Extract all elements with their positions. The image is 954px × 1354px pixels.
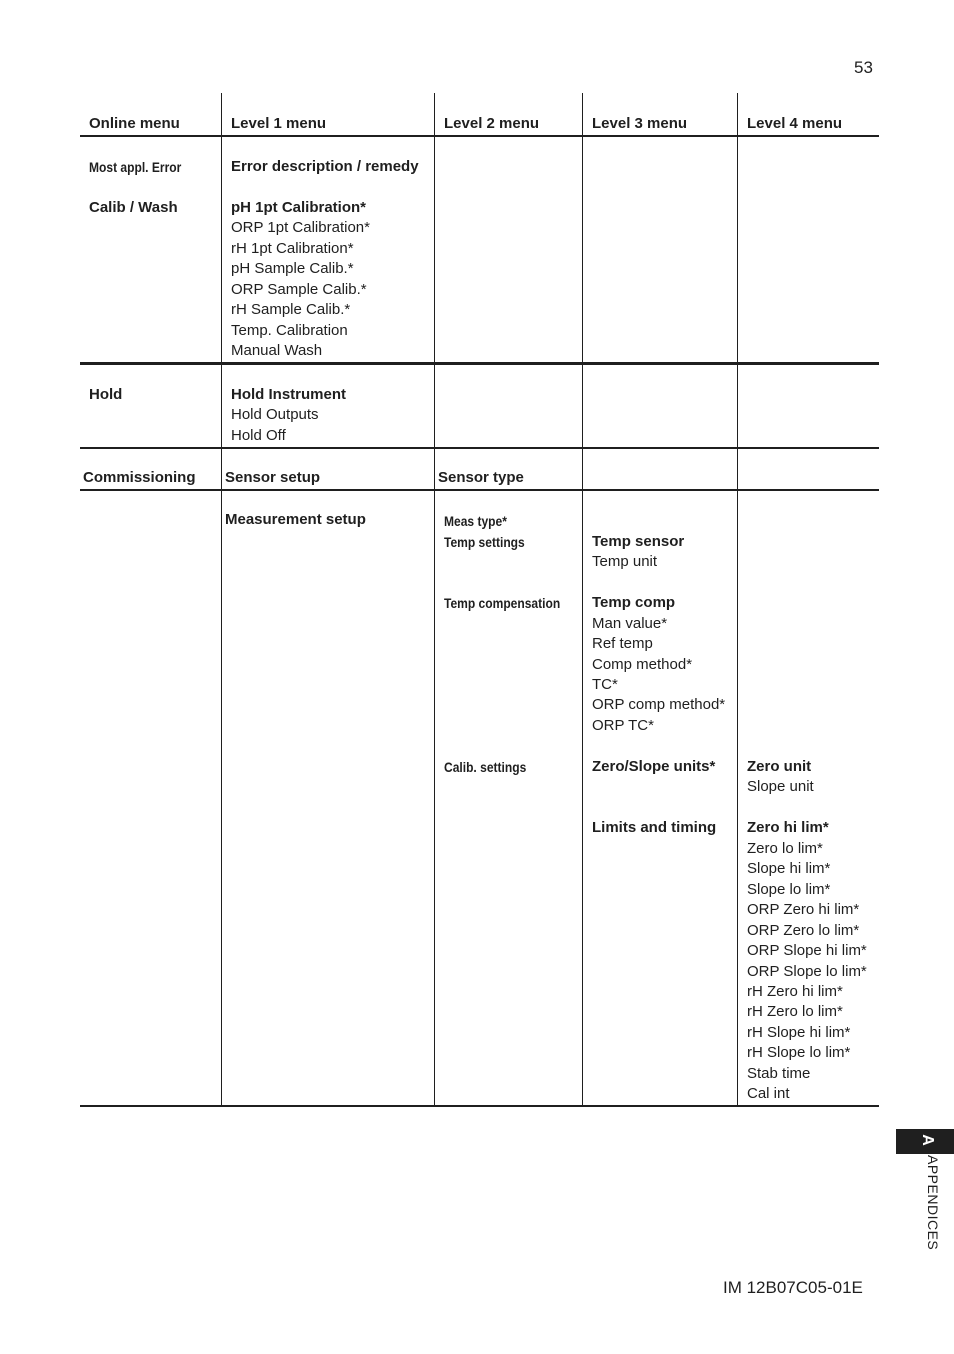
level3-comp-item: Ref temp — [592, 635, 653, 652]
header-level4-menu: Level 4 menu — [747, 115, 843, 132]
level1-sensor-setup: Sensor setup — [225, 469, 321, 486]
hold-item: Hold Off — [231, 427, 286, 444]
level3-calib-item: Zero/Slope units* — [592, 758, 716, 775]
online-commissioning: Commissioning — [83, 469, 196, 486]
calib-item: rH 1pt Calibration* — [231, 240, 354, 257]
level4-limit-item: Zero lo lim* — [747, 840, 823, 857]
column-divider — [221, 93, 222, 1106]
hold-item: Hold Outputs — [231, 406, 319, 423]
level4-limit-item: Cal int — [747, 1085, 790, 1102]
calib-item: ORP 1pt Calibration* — [231, 219, 370, 236]
hold-item: Hold Instrument — [231, 386, 346, 403]
online-hold: Hold — [89, 386, 123, 403]
calib-item: Manual Wash — [231, 342, 323, 359]
level4-limit-item: ORP Zero hi lim* — [747, 901, 860, 918]
level4-limit-item: Slope hi lim* — [747, 860, 831, 877]
header-level2-menu: Level 2 menu — [444, 115, 540, 132]
level4-units-item: Zero unit — [747, 758, 812, 775]
column-divider — [434, 93, 435, 1106]
level2-meas-item: Meas type* — [444, 513, 507, 529]
level3-comp-item: Temp comp — [592, 594, 676, 611]
table-bottom-rule — [80, 1105, 879, 1107]
calib-item: pH Sample Calib.* — [231, 260, 354, 277]
level2-meas-item: Temp settings — [444, 534, 525, 550]
page-number: 53 — [854, 58, 873, 77]
section-rule — [80, 362, 879, 365]
level4-limit-item: rH Zero hi lim* — [747, 983, 843, 1000]
header-level1-menu: Level 1 menu — [231, 115, 327, 132]
level4-limit-item: Zero hi lim* — [747, 819, 829, 836]
column-divider — [737, 93, 738, 1106]
level3-comp-item: ORP TC* — [592, 717, 654, 734]
level4-limit-item: Slope lo lim* — [747, 881, 831, 898]
header-rule — [80, 135, 879, 137]
level4-limit-item: ORP Zero lo lim* — [747, 922, 860, 939]
level3-comp-item: ORP comp method* — [592, 696, 726, 713]
level2-meas-item: Calib. settings — [444, 759, 527, 775]
level2-sensor-type: Sensor type — [438, 469, 524, 486]
online-most-appl-error: Most appl. Error — [89, 159, 182, 175]
section-rule — [80, 489, 879, 491]
calib-item: Temp. Calibration — [231, 322, 348, 339]
header-online-menu: Online menu — [89, 115, 180, 132]
level4-limit-item: rH Slope lo lim* — [747, 1044, 851, 1061]
appendix-tab-label: APPENDICES — [925, 1155, 941, 1251]
level3-comp-item: TC* — [592, 676, 618, 693]
level3-calib-item: Limits and timing — [592, 819, 717, 836]
level3-temp-item: Temp unit — [592, 553, 658, 570]
level4-limit-item: rH Zero lo lim* — [747, 1003, 843, 1020]
level1-error-description: Error description / remedy — [231, 158, 419, 175]
level3-temp-item: Temp sensor — [592, 533, 685, 550]
level4-limit-item: ORP Slope hi lim* — [747, 942, 867, 959]
level4-limit-item: ORP Slope lo lim* — [747, 963, 867, 980]
calib-item: pH 1pt Calibration* — [231, 199, 367, 216]
header-level3-menu: Level 3 menu — [592, 115, 688, 132]
level4-units-item: Slope unit — [747, 778, 814, 795]
level2-meas-item: Temp compensation — [444, 595, 561, 611]
document-id: IM 12B07C05-01E — [723, 1278, 863, 1297]
level3-comp-item: Man value* — [592, 615, 668, 632]
appendix-tab-letter: A — [919, 1134, 936, 1146]
level4-limit-item: Stab time — [747, 1065, 811, 1082]
online-calib-wash: Calib / Wash — [89, 199, 178, 216]
level1-measurement-setup: Measurement setup — [225, 511, 366, 528]
calib-item: rH Sample Calib.* — [231, 301, 351, 318]
column-divider — [582, 93, 583, 1106]
level3-comp-item: Comp method* — [592, 656, 693, 673]
section-rule — [80, 447, 879, 449]
calib-item: ORP Sample Calib.* — [231, 281, 367, 298]
level4-limit-item: rH Slope hi lim* — [747, 1024, 851, 1041]
